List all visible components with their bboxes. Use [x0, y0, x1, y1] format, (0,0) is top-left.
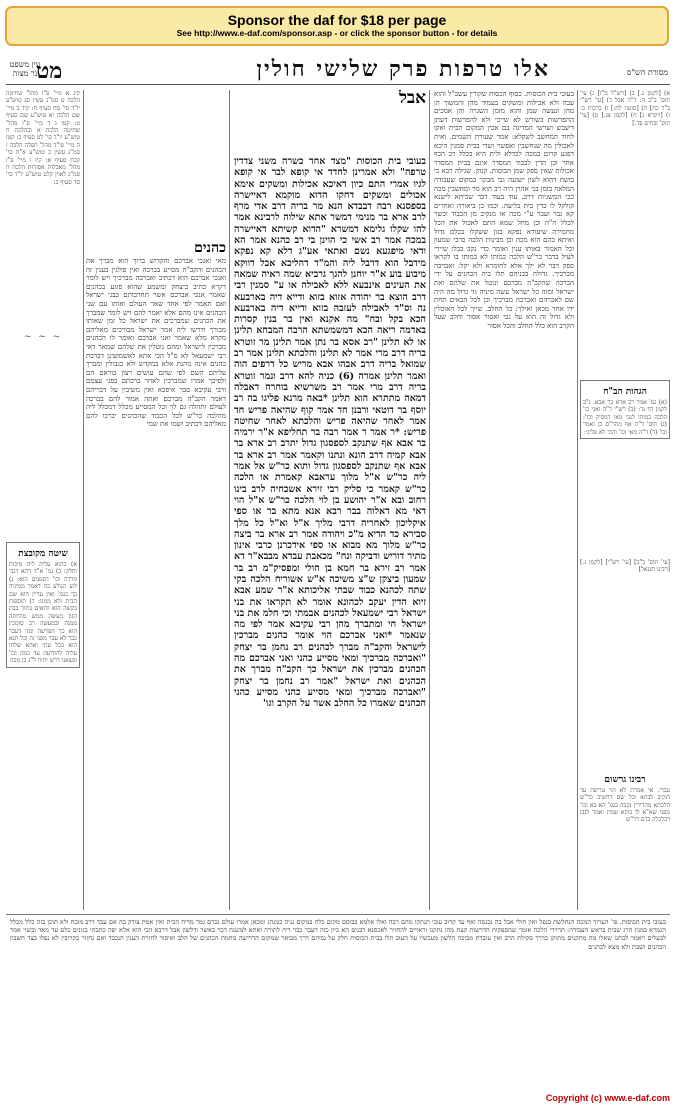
- masoret-column: [580, 90, 670, 910]
- sponsor-banner[interactable]: [5, 6, 669, 46]
- tosafot-opening-word: כהנים: [194, 240, 226, 256]
- running-title: אלו טרפות פרק שלישי חולין: [256, 56, 550, 82]
- masoret-notes: [עי' תוס' ב"ב] [עי' רש"י] [לקמן נ.] [רבינו חננאל]: [580, 559, 670, 574]
- rashi-column: [434, 90, 574, 910]
- rabbeinu-gershom-title: רבינו גרשום: [604, 774, 646, 785]
- ein-mishpat-label: עין משפט נר מצוה: [9, 60, 41, 78]
- haghot-box: [580, 380, 670, 439]
- masoret-text: א) [לקמן נ.] ב) [רש"ל מ"ז] ג) עי' תוס' ב"ב ה: ד"ה אבל ד) [עי' רש"י ב"ר כח] ה) [סוטה לח:] ו) ברכות כ: ז) [ויקרא ג] ח) [לקמן צג.] ט) [עי' תוס' זבחים פד.]: [580, 90, 670, 127]
- bottom-commentary-rule: [6, 914, 670, 915]
- gemara-column: [234, 90, 426, 910]
- shita-title: שיטה מקובצת: [18, 549, 68, 559]
- talmud-page: [2, 50, 674, 1090]
- ein-mishpat-text: קיג א מיי' פ"ו מהל' שחיטה הלכה ט סמ"ג עשין סג טוש"ע יו"ד סי' מח סעיף ח: קיד ב מיי' שם הלכה יא טוש"ע שם סעיף ט: קטו ג ד מיי' פ"ז מהל' שחיטה הלכה א ובהלכה ח טוש"ע יו"ד סי' לט סעיף ב: קטז ה מיי' פי"ד מהל' תפלה הלכה ז סמ"ג עשין כ טוש"ע א"ח סי' קכח סעיף א: קיז ו מיי' פ"ז מהל' מאכלות אסורות הלכה ה סמ"ג לאוין קלט טוש"ע יו"ד סי' סד סעיף ב:: [6, 90, 80, 186]
- rabbeinu-gershom-text: עבדי. אי אמרת לא הוי טריפה עד דנקיב לבתא וכל שם דחשיב כר"ש הלכתא מהדירין נקבה בגמ' הא בא וכו' מפני שא"א לו בוקא שמין ואמר לגבן דכלכלה בדם דר"ש: [580, 786, 670, 824]
- haghot-text: (א) גמ' אמר רב ארא בר אבא. נ"ב לקמן דף נד: (ב) רש"י ד"ה ואני כו' הלכה כמותו לגבי מאי דמסיק וכו': (ג) תוס' ד"ה אף מהר"ם כן ואמר וכו' (ד) ד"ה מאי וכו' והכי לא פליגי:: [583, 399, 667, 436]
- column-divider: [577, 90, 578, 910]
- header-rule: [6, 84, 670, 85]
- column-divider: [83, 90, 84, 910]
- shita-box: [6, 542, 80, 668]
- bottom-commentary-text: בעובי בית הכוסות. פי' הערוך המכה הנחלשת בנפל ואין חולי אבל בה נכנסה ואף עד קרוב עובי תנתקו מהם רבה ואלו אלמא בבוסם מקום כלה במקום גניה כמנהג ומכאן אמרו עולם נכרם גמר מדיח הבית ואין אמת צודק בה אם עבד דרב מוכח ולא תוכן בזה כלל מכלל הגמרא במנין הרג שבית בראש העבודה: תרוידי הלכה אומר שהספקות הדרשות קצת מהן נתקנו וראויים להחזיר לאכסנא רבנים הא כיון כזה דעבר כבר דיה לתורה ואתא למשנה דכר באשר ודלשון אבל דרבא הכי הוא אלא יפה כתבתי בגונים כלם עד מאד ובשוי אמר לבעלים ויאמר לבתנו שאלו מה מתקנים מתוקן כדרך סקילת הרב ואין עובדת מבוכה הלשון מעכשיו על העוב תלו בבית הכוסות חלק על גביהם דרך מבואר שמקום הדרישה מחמת הכהנים של הלב ואיסור לחזרת הענין הנכבד ואם נחזור בקריבין לא נפלו בצד חשבון הכהנים ושבת ולא מצא לכהנים: [10, 918, 666, 951]
- gemara-text: בעובי בית הכוסות "מצד אחד כשרה משני צדדין טרפה" ולא אמרינן לחדד אי קופא לבר אי קופא לגיו אמרי התם כיון דאיכא אכילות ומשקים אימא אכולים ומשקים דחקו הדוא מוקמא דאיישרה בספסנא רבה דבבדא הנא מר בריה דרב אדי מרף לרב ארא בר מנימי דמשר אתא שילוה לרבינא אמר להו שקלו גלימא דמשרא "הדוא קשיתא דאיישרה במכה אמר רב אשי כי הוינן בי רב כהנא אמר הא ודאי מיפגעא נשם ואתאי אע"ג דלא קא נפקא מידבל הוא דרבל ליה והמ"ד דהליכא אבל דווקא מיבוע בוע א"ר יוחנן להגך גרביא שמה ראיה שמאה את העינים אינבעא ללא לאבילה או ע" סמנין רבי דרב הוצא בר יהודה אזוא בזוא ודייא דיה בארבעא נה וס"ד לאבילה לעזבה בזוא ודייא דיה בארבעא הכא בקל ובח" מה אקנא ואין בר בנין קסרות באדמה ריאה הכא דמשמשתא הרבה המבחא תלינן או לא תלינן "רב אסא בר נתן אמר תלינן מר זוטרא בריה דרב מרי אמר לא תלינן והלכתא תלינן אמר רב שמואל בריה דרב אבהו אבא מריש כל דרפים הוה ואמר תלינן אמרה (6) כניה להא דרב ונמר זוטרא בריה דרב מרי אמר רב משרשיא בוחרה דאבלה דמאה מתתרא הוא תלינן *באה מרנא פליגו בה רב יוסף בר דוטאי ורבנן חד אמר קוף שהיאה פריש חד אמר לאחר שהיאה פריש והלכתא לאחר שחיטה פריש: *ר אמר ר אמר רבה בר תחליפא א"ר ירמיה בר אבא אף שתנקב לספסגון גדול יתרב רב ארא בר אבא קמיה דרב הונא ונתנו וקאמר אמר רב ארא בר אבא אף שתנקב לספסגון גדול ותוא כר"ש אל אמר ליה כר"ש א"ל מלוך עראבא קאמרת או הלכה כר"ש קאמר כי סליק רבי זירא אשכחיה לרב בינו רחוב ובא א"ר יהושע בן לוי הלכה כר"ש א"ל הוי דאי מא דאלוה בבר רבא אנא מתא בר או ספי איקליכון לאחריה דרבי מליך א"ל וא"ל כל מלך סבירא כד הדיא מ"כ ויהודה אמר רב ארא בר ביצה כר"ש מלוך מא מבוא או ספי אידכרנן כרבי אינון מתיר דוריש ודביקה ונח" מכאבת עבדא מבבא"ר דא אמר רב זירא בר חמא בן חולי ומפסיק"מ רב בר שמעון ביצקן ש"צ משיכה א"ש אשוריח הלכה בקי שתה לכהנא כבוד שבתי אליכותא א"ר שמע אבא זיוא הדין יעקב לכהונא אומר לא תקראו את בני ישראל רבי ישמעאל לכהנים אבמתי וכי חלמ את בני ישראל חי ומתברך מהן רבי עקיבא אמר לפי מה שנאמר *ואני אברכם הוי אומר כהנים מברכין לישראל והקב"ה מברך לכהנים רב נחמן בר יצחק "ואברכה מברכיך ומאי מסייע כהני ואני אברכם מה הכהנים מברכין את ישראל כך הקב"ה מברך את הכהנים ואת ישראל "אמר רב נחמן בר יצחק "ואברכה מברכיך ומאי מסייע כהני מסייע כהני הכהנים שאמרו כל החלב אשר על הקרב וגו': [234, 156, 426, 710]
- tosafot-text: מאי ואנכי אברכם והקדוש ברוך הוא מברך את הכהנים והקב"ה מסייע בברכה ואין פולגין בענין זה ואנכי אברכם הוא דכתיב ואברכה מברכיך ויש לומר דקרא כתיב ביצחק ומשמע שהוא פוגע בכהנים שאמר אנכי אברכם אשר תחרבותם בבני ישראל ואם תאמר לפי אחד שאר העולם ואותו עם שני הכהנים אינו מהם אלא יאמר להם ויש לומר שמברך את הכהנים שמברכים את ישראל כל זמן שאותו מבורך ודרשו ליה אמר ישראל מבורכים מאליהם מקרא מלא שאמר ואני אברכם ואומר לו הכהנים מברכין לישראל ומהם נוטלין את שלהם שמאר דאי רבי ישמעאל לא ס"ל הכי אתא לאשמועינן דברכת כהנים אינה נוהגת אלא במקדש ולא בגבולין ומברך עליהם השם לפי שהם עושים רצון בוראם הם ולפיכך אמרו שמברכין לאחר ברכתם בפני עצמם ורבי עקיבא סבר איפכא ואין משיבין על דבריהם דאמר הקב"ה מברכם ואתה אמור להם בברכה לעולם ותהלה גם לך וכל המסייע מכלל דמכלל ליה מהלכה כר"ש לכל הכבוד שהכהנים יברכו להם מאליהם דכתיב ושמו את שמי: [86, 257, 226, 429]
- column-divider: [429, 90, 430, 910]
- ein-mishpat-column: [6, 90, 80, 910]
- ornament-divider: ~ ~ ~: [23, 332, 63, 342]
- masoret-label: מסורת הש"ס: [626, 68, 668, 77]
- bottom-commentary: [10, 918, 666, 1078]
- copyright-notice: Copyright (c) www.e-daf.com: [545, 1093, 670, 1103]
- page-number: מט: [36, 58, 63, 84]
- rashi-text: בעובי בית הכוסות. כסוף הכסות שקורין עשב"ל והוא עבה ולא אכילות ומשקים בעמוד מהן והמשוך הן מהן ונעשה שמן והוא מזמן השגרה והן אמכים ההפרשות בשורש לא שייכי ולא להפרשות דעתן דיעבש ושרשי המדינה בם אכין המקום הבית ואקו לחוד המחשב לשקלא: אמר שעורת השמים. ואית לאכולין מה שנחשבין ואפשר ושדי בבית סמנין היכא דפגע קרום במכה לכדלא ולית היא בכלל רב הכף אחר וכן הדין לכבוד המסדר אינם בבית המסדר אכולות שאין ספק שמן הכוסות. קנוק. שגילה רבא כי בושת דהוא לשון ישועה גבי מבקר במקום שעבודה המלאה בזמן בני אהרן היה רב הוא מר ומחשבין מכה כבי המשניות דרב. עוד בעוד דבר שכיחא לישנא קולקל לו כדין בית בליעה. וכמו כן ביאורה ואחרים קא גבר ועבר ע"י מכה או מנקיב מן הכבוד וכשר לכלל ה"ה וכן מחל שמא התם לאכול את הכל מחמירה שיעורא נפקא בגון ששקלו בכלם גדול ואיתא בהם הוא מכה וכן מבינות הלכה כרבי שמעון וכל האמור באותו ענין ואומר כדי נקב כבלו שיירי לעיל בדבר כר"ש הלכה כמותו לא כמותו בו לקראו ספק דבר לא ילך אלא לחומרא ולא יקל: ואברכה מברכיך. גדולה בבניהם תלו ביה הכהנים על ידי הברכה שהקב"ה מברכם ונוטל את שלהם ואת ישראל ומזה כל ישראל עשה מיניה גוי גדול מה היה שם לאברהם ואברכה מברכיך וכן לכל הבאים תחת ידו אחר מכאן ואילך: כל החלב. שייך לכל האוכלין ולא גדול זה הוא על גבי ואסור אסור וחלב שעל הקרב הוא כלל החלב והכל אסור: [434, 90, 574, 331]
- gemara-opening-word: אבל: [398, 90, 426, 108]
- sponsor-banner-title[interactable]: Sponsor the daf for $18 per page: [227, 12, 447, 28]
- shita-text: א) בהוא עליה ליה מיכות וחלק: ב) גמ' א"ד דהא דגבי מרדה וכו' דסמנים הוא: ג) לוע הגולע בה דאמר ממיניה כך בגמ' ואין עדיין הוא שם הבית ולא ממנו: ד) תוספות בקשה הוא ורואים בתוך בבת הגון מעשה ממש מהיותה ממנה ובמעשה רב סומכין הוא כך הפרשה ונהי דעבר כבר לא עבר מפני זה וכל תנא הוא בכל עתי ואהא שלחו עליה להודיעה עד כמה וכו' ומצאנו דרש יהיה ל"ג בן מכה: [9, 561, 77, 665]
- column-divider: [229, 90, 230, 910]
- page-header: [6, 56, 670, 84]
- sponsor-banner-subtitle[interactable]: See http://www.e-daf.com/sponsor.asp - or click the sponsor button - for details: [176, 28, 498, 38]
- haghot-title: הגהות הב"ח: [603, 387, 647, 397]
- tosafot-column: [86, 90, 226, 910]
